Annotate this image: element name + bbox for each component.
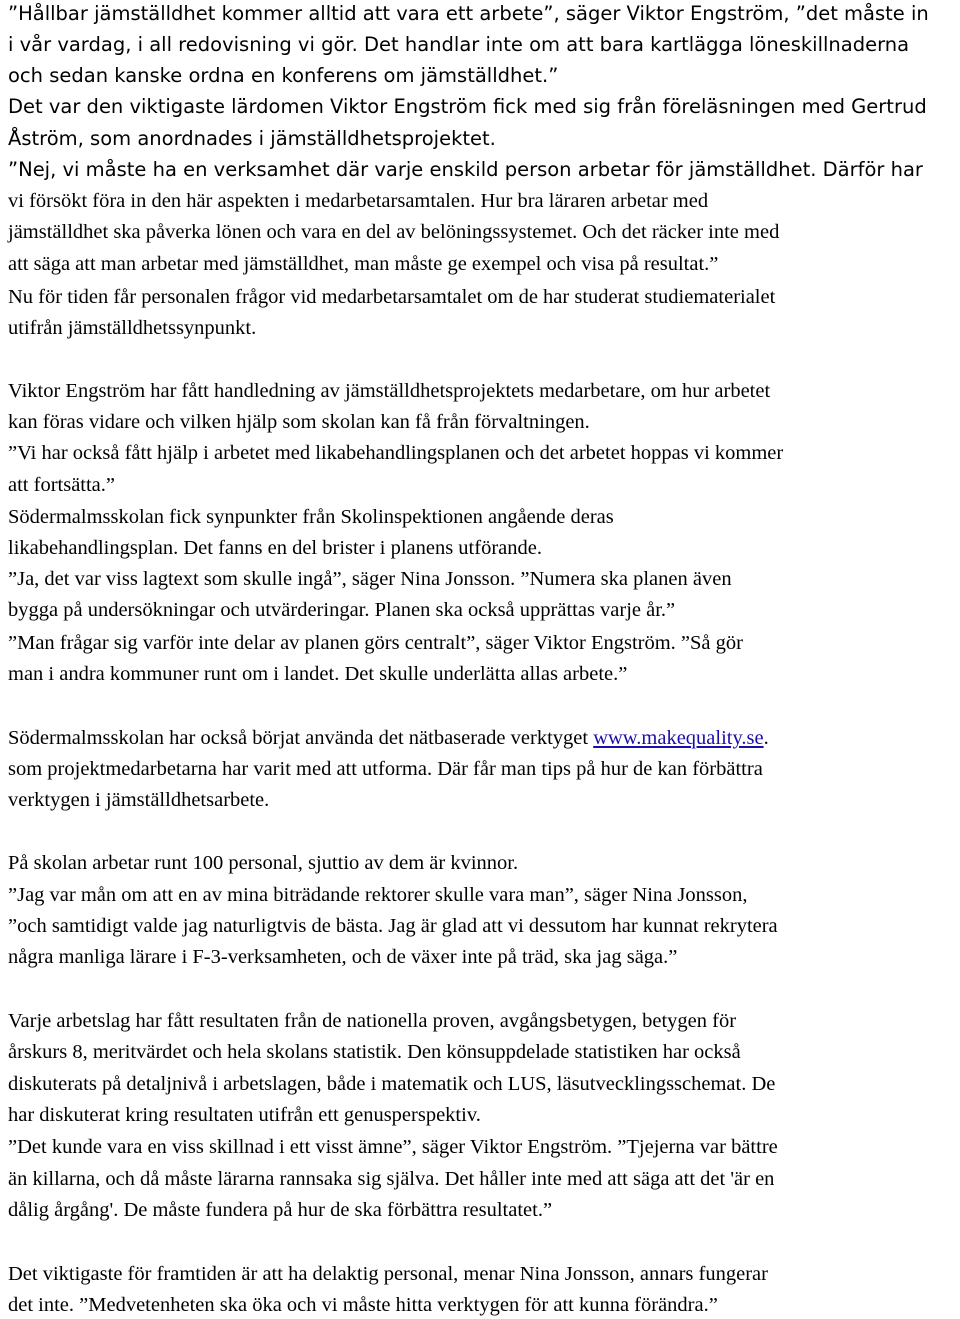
text-line: Viktor Engström har fått handledning av jämställdhetsprojektets medarbetare, om hur arbetet [8, 380, 771, 402]
text-line: att fortsätta.” [8, 474, 116, 496]
text-line: ”Man frågar sig varför inte delar av planen görs centralt”, säger Viktor Engström. ”Så gör [8, 632, 743, 654]
text-line: diskuterats på detaljnivå i arbetslagen, både i matematik och LUS, läsutvecklingsschemat. De [8, 1073, 776, 1095]
text-line: ”Det kunde vara en viss skillnad i ett visst ämne”, säger Viktor Engström. ”Tjejerna var bättre [8, 1136, 778, 1158]
text-line: några manliga lärare i F-3-verksamheten, och de växer inte på träd, ska jag säga.” [8, 946, 678, 968]
text-line: Nu för tiden får personalen frågor vid medarbetarsamtalet om de har studerat studiematerialet [8, 286, 776, 308]
text-line: man i andra kommuner runt om i landet. Det skulle underlätta allas arbete.” [8, 663, 628, 685]
text-line: Varje arbetslag har fått resultaten från de nationella proven, avgångsbetygen, betygen för [8, 1010, 737, 1032]
text-line: som projektmedarbetarna har varit med att utforma. Där får man tips på hur de kan förbättra [8, 758, 763, 780]
link-suffix: . [763, 727, 769, 749]
text-line: jämställdhet ska påverka lönen och vara en del av belöningssystemet. Och det räcker inte med [8, 221, 780, 243]
text-line: På skolan arbetar runt 100 personal, sjuttio av dem är kvinnor. [8, 852, 519, 874]
text-line: ”Vi har också fått hjälp i arbetet med likabehandlingsplanen och det arbetet hoppas vi kommer [8, 442, 784, 464]
text-line: ”och samtidigt valde jag naturligtvis de bästa. Jag är glad att vi dessutom har kunnat rekrytera [8, 915, 778, 937]
text-line: än killarna, och då måste lärarna rannsaka sig själva. Det håller inte med att säga att det 'är en [8, 1168, 775, 1190]
text-line: Södermalmsskolan fick synpunkter från Skolinspektionen angående deras [8, 506, 614, 528]
text-line: ”Ja, det var viss lagtext som skulle ingå”, säger Nina Jonsson. ”Numera ska planen även [8, 568, 732, 590]
text-line: likabehandlingsplan. Det fanns en del brister i planens utförande. [8, 537, 542, 559]
text-line: har diskuterat kring resultaten utifrån ett genusperspektiv. [8, 1104, 481, 1126]
text-line: ”Hållbar jämställdhet kommer alltid att vara ett arbete”, säger Viktor Engström, ”det måste in [8, 2, 929, 25]
text-line: kan föras vidare och vilken hjälp som skolan kan få från förvaltningen. [8, 411, 590, 433]
text-line: i vår vardag, i all redovisning vi gör. Det handlar inte om att bara kartlägga löneskillnaderna [8, 33, 910, 56]
text-line: vi försökt föra in den här aspekten i medarbetarsamtalen. Hur bra läraren arbetar med [8, 190, 709, 212]
text-line: Det viktigaste för framtiden är att ha delaktig personal, menar Nina Jonsson, annars fungerar [8, 1263, 768, 1285]
text-line: att säga att man arbetar med jämställdhet, man måste ge exempel och visa på resultat.” [8, 253, 719, 275]
text-line: Det var den viktigaste lärdomen Viktor Engström fick med sig från föreläsningen med Gertrud [8, 95, 927, 118]
text-line: Åström, som anordnades i jämställdhetsprojektet. [8, 127, 496, 150]
text-line: bygga på undersökningar och utvärderingar. Planen ska också upprättas varje år.” [8, 599, 676, 621]
text-segment: Södermalmsskolan har också börjat använda det nätbaserade verktyget [8, 727, 589, 749]
text-line: utifrån jämställdhetssynpunkt. [8, 317, 257, 339]
text-line: årskurs 8, meritvärdet och hela skolans statistik. Den könsuppdelade statistiken har också [8, 1041, 741, 1063]
makequality-link[interactable]: www.makequality.se [593, 727, 764, 749]
text-line: ”Nej, vi måste ha en verksamhet där varje enskild person arbetar för jämställdhet. Därför har [8, 158, 923, 181]
text-line: ”Jag var mån om att en av mina biträdande rektorer skulle vara man”, säger Nina Jonsson, [8, 884, 748, 906]
text-line: det inte. ”Medvetenheten ska öka och vi måste hitta verktygen för att kunna förändra.” [8, 1294, 718, 1316]
text-line: och sedan kanske ordna en konferens om jämställdhet.” [8, 64, 559, 87]
text-line-with-link [8, 725, 769, 751]
text-line: dålig årgång'. De måste fundera på hur de ska förbättra resultatet.” [8, 1199, 553, 1221]
text-line: verktygen i jämställdhetsarbete. [8, 789, 270, 811]
